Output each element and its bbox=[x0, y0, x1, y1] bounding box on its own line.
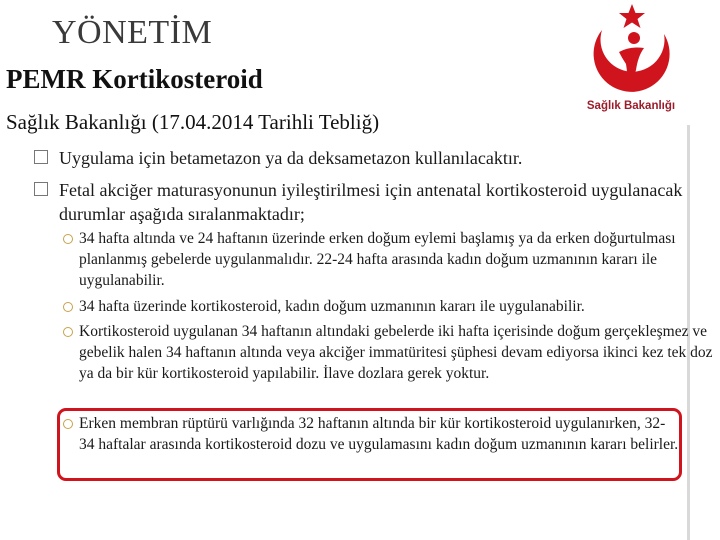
bullet-text: Uygulama için betametazon ya da deksametazon kullanılacaktır. bbox=[59, 148, 523, 168]
ministry-logo-text: Sağlık Bakanlığı bbox=[586, 100, 676, 112]
ring-bullet-icon bbox=[63, 302, 73, 312]
bullet-text: Fetal akciğer maturasyonunun iyileştirilmesi için antenatal kortikosteroid uygulanacak durumlar aşağıda sıralanmaktadır; bbox=[59, 180, 683, 224]
sub-bullet-text: 34 hafta üzerinde kortikosteroid, kadın doğum uzmanının kararı ile uygulanabilir. bbox=[79, 298, 585, 315]
sub-bullet-item bbox=[59, 228, 720, 291]
section-heading: YÖNETİM bbox=[52, 14, 213, 51]
bullet-item bbox=[34, 178, 709, 226]
sub-bullet-item bbox=[59, 321, 720, 384]
bullet-item bbox=[34, 146, 709, 170]
checkbox-bullet-icon bbox=[34, 182, 48, 196]
slide-title: PEMR Kortikosteroid bbox=[6, 64, 263, 94]
highlight-box bbox=[57, 408, 682, 481]
ring-bullet-icon bbox=[63, 327, 73, 337]
sub-bullet-item bbox=[59, 296, 720, 317]
ring-bullet-icon bbox=[63, 234, 73, 244]
checkbox-bullet-icon bbox=[34, 150, 48, 164]
sub-bullet-text: 34 hafta altında ve 24 haftanın üzerinde erken doğum eylemi başlamış ya da erken doğurtulması planlanmış gebelerde uygulanmalıdır. 22-24 hafta arasında kadın doğum uzmanının kararı ile uygulanabilir. bbox=[79, 230, 676, 289]
sub-bullet-text: Erken membran rüptürü varlığında 32 haftanın altında bir kür kortikosteroid uygulanırken, 32-34 haftalar arasında kortikosteroid dozu ve uygulamasını kadın doğum uzmanının kararı belirler. bbox=[79, 415, 679, 453]
slide-subtitle: Sağlık Bakanlığı (17.04.2014 Tarihli Tebliğ) bbox=[6, 110, 380, 134]
sub-bullet-text: Kortikosteroid uygulanan 34 haftanın altındaki gebelerde iki hafta içerisinde doğum gerçekleşmez ve gebelik halen 34 haftanın altında veya akciğer immatüritesi şüphesi devam ediyorsa ikinci kez tek doz ya da bir kür kortikosteroid yapılabilir. İlave dozlara gerek yoktur. bbox=[79, 323, 713, 382]
